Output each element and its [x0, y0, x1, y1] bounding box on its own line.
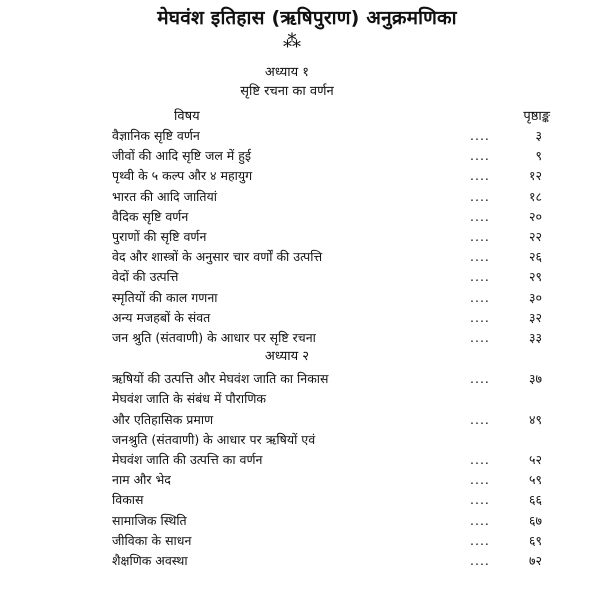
column-subject: विषय [174, 109, 200, 124]
list-item [112, 369, 542, 389]
entry-dots: .... [470, 411, 490, 427]
entry-text: मेघवंश जाति के संबंध में पौराणिक [112, 391, 266, 407]
list-item [112, 511, 542, 531]
entry-page: ३ [535, 128, 542, 143]
chapter-1-entries [112, 126, 542, 348]
entry-text: विकास [112, 492, 144, 508]
entry-text: जीविका के साधन [112, 532, 192, 548]
list-item [112, 490, 542, 510]
entry-text: जनश्रुति (संतवाणी) के आधार पर ऋषियों एवं [112, 431, 316, 447]
entry-text: नाम और भेद [112, 472, 171, 488]
entry-page: २२ [528, 229, 542, 245]
entry-text: शैक्षणिक अवस्था [112, 553, 188, 569]
entry-dots: .... [470, 128, 490, 143]
entry-dots: .... [470, 309, 490, 325]
list-item [112, 247, 542, 267]
entry-page: ६९ [528, 532, 542, 548]
entry-dots: .... [470, 188, 490, 204]
list-item [112, 126, 542, 146]
entry-page: ३७ [528, 371, 542, 387]
list-item [112, 551, 542, 571]
entry-page: ६६ [528, 492, 542, 508]
entry-dots: .... [470, 472, 490, 488]
list-item [112, 328, 542, 348]
entry-text: वेदों की उत्पत्ति [112, 269, 179, 285]
entry-text: पृथ्वी के ५ कल्प और ४ महायुग [112, 168, 253, 184]
entry-page: १२ [528, 168, 542, 184]
entry-text: वैदिक सृष्टि वर्णन [112, 208, 189, 224]
entry-dots: .... [470, 512, 490, 528]
entry-text: भारत की आदि जातियां [112, 188, 218, 204]
list-item [112, 227, 542, 247]
list-item [112, 430, 542, 450]
entry-text: अन्य मजहबों के संवत [112, 309, 211, 325]
list-item [112, 166, 542, 186]
list-item [112, 410, 542, 430]
page-title: मेघवंश इतिहास (ऋषिपुराण) अनुक्रमणिका [157, 7, 457, 29]
entry-page: ३० [528, 289, 542, 305]
chapter-1-label: अध्याय १ [264, 65, 310, 80]
entry-page: ३३ [528, 330, 542, 346]
entry-text: सामाजिक स्थिति [112, 512, 187, 528]
entry-page: ५९ [528, 472, 542, 488]
entry-page: ९ [535, 148, 542, 164]
entry-page: २६ [528, 249, 542, 265]
entry-text: मेघवंश जाति की उत्पत्ति का वर्णन [112, 452, 263, 468]
entry-dots: .... [470, 532, 490, 548]
entry-text: वैज्ञानिक सृष्टि वर्णन [112, 128, 200, 143]
entry-page: ३२ [528, 309, 542, 325]
entry-dots: .... [470, 289, 490, 305]
entry-dots: .... [470, 553, 490, 569]
entry-dots: .... [470, 148, 490, 164]
ornament-icon: ⁂ [283, 31, 301, 52]
entry-dots: .... [470, 330, 490, 346]
chapter-2-label: अध्याय २ [264, 349, 310, 365]
entry-dots: .... [470, 208, 490, 224]
column-header [112, 108, 550, 126]
list-item [112, 146, 542, 166]
entry-text: और एतिहासिक प्रमाण [112, 411, 214, 427]
list-item [112, 308, 542, 328]
entry-text: पुराणों की सृष्टि वर्णन [112, 229, 207, 245]
entry-page: ४९ [528, 411, 542, 427]
entry-page: १८ [528, 188, 542, 204]
entry-dots: .... [470, 492, 490, 508]
list-item [112, 389, 542, 409]
entry-dots: .... [470, 249, 490, 265]
entry-page: २० [528, 208, 542, 224]
entry-text: स्मृतियों की काल गणना [112, 289, 218, 305]
list-item [112, 187, 542, 207]
entry-dots: .... [470, 229, 490, 245]
entry-text: ऋषियों की उत्पत्ति और मेघवंश जाति का निकास [112, 371, 329, 387]
chapter-2-entries [112, 369, 542, 571]
entry-text: वेद और शास्त्रों के अनुसार चार वर्णों की उत्पत्ति [112, 249, 323, 265]
entry-page: ६७ [528, 512, 542, 528]
entry-dots: .... [470, 168, 490, 184]
list-item [112, 531, 542, 551]
list-item [112, 450, 542, 470]
list-item [112, 288, 542, 308]
list-item [112, 267, 542, 287]
entry-text: जीवों की आदि सृष्टि जल में हुई [112, 148, 252, 164]
entry-dots: .... [470, 452, 490, 468]
chapter-1-title: सृष्टि रचना का वर्णन [240, 84, 334, 99]
column-page: पृष्ठाङ्क [523, 109, 550, 124]
entry-dots: .... [470, 371, 490, 387]
entry-page: ७२ [528, 553, 542, 569]
entry-page: ५२ [528, 452, 542, 468]
entry-dots: .... [470, 269, 490, 285]
entry-text: जन श्रुति (संतवाणी) के आधार पर सृष्टि रचना [112, 330, 316, 346]
list-item [112, 207, 542, 227]
list-item [112, 470, 542, 490]
entry-page: २९ [528, 269, 542, 285]
